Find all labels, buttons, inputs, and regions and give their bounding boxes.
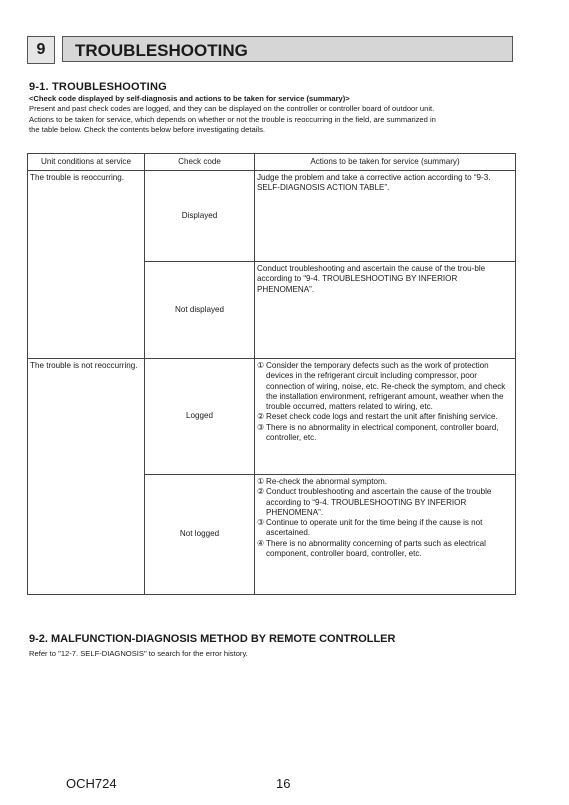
- action-text: There is no abnormality in electrical component, controller board, controller, etc.: [266, 422, 499, 443]
- actions-cell: [255, 359, 516, 475]
- page-number: 16: [276, 776, 291, 791]
- check-code-cell: Not displayed: [145, 262, 255, 359]
- list-item: [257, 412, 513, 422]
- list-item: [257, 487, 513, 518]
- section2-title: 9-2. MALFUNCTION-DIAGNOSIS METHOD BY REMOTE CONTROLLER: [29, 633, 396, 645]
- header-actions: Actions to be taken for service (summary): [255, 154, 516, 171]
- check-code-cell: Logged: [145, 359, 255, 475]
- chapter-number: 9: [27, 36, 55, 64]
- list-item: [257, 518, 513, 539]
- action-text: Reset check code logs and restart the unit after finishing service.: [266, 412, 498, 422]
- item-number: ①: [257, 361, 265, 370]
- document-code: OCH724: [66, 776, 117, 791]
- check-code-cell: Displayed: [145, 171, 255, 262]
- intro-line: Actions to be taken for service, which depends on whether or not the trouble is reoccurring in the field, are summarized in: [29, 114, 436, 124]
- section-intro: [29, 104, 514, 136]
- item-number: ③: [257, 518, 265, 528]
- intro-line: the table below. Check the contents below before investigating details.: [29, 125, 265, 135]
- section2-text: Refer to "12-7. SELF-DIAGNOSIS" to search for the error history.: [29, 649, 248, 658]
- action-text: Conduct troubleshooting and ascertain the cause of the trouble according to “9-4. TROUBLESHOOTING BY INFERIOR PHENOMENA”.: [266, 487, 492, 517]
- item-number: ①: [257, 477, 265, 486]
- action-text: There is no abnormality concerning of parts such as electrical component, controller board, controller, etc.: [266, 538, 486, 559]
- item-number: ④: [257, 538, 265, 548]
- list-item: [257, 539, 513, 560]
- action-text: Re-check the abnormal symptom.: [266, 477, 388, 486]
- item-number: ②: [257, 412, 265, 422]
- header-check-code: Check code: [145, 154, 255, 171]
- table-header-row: [28, 154, 516, 171]
- actions-cell: [255, 475, 516, 595]
- actions-cell: [255, 262, 516, 359]
- list-item: [257, 361, 513, 412]
- actions-cell: [255, 171, 516, 262]
- action-list: [257, 477, 513, 559]
- table-row: [28, 359, 516, 475]
- action-text: Consider the temporary defects such as the work of protection devices in the refrigerant circuit including compressor, poor connection of wiring, noise, etc. Re-check the symptom, and check the installation environment, refrigerant amount, weather when the trouble occurred, matters related to wiring, etc.: [266, 361, 506, 412]
- list-item: [257, 477, 513, 487]
- action-text: Continue to operate unit for the time being if the cause is not ascertained.: [266, 518, 483, 538]
- section-subtitle: <Check code displayed by self-diagnosis and actions to be taken for service (summary)>: [29, 94, 350, 103]
- section-title: 9-1. TROUBLESHOOTING: [29, 81, 167, 93]
- condition-cell: The trouble is not reoccurring.: [28, 359, 145, 595]
- intro-line: Present and past check codes are logged, and they can be displayed on the controller or controller board of outdoor unit.: [29, 104, 435, 113]
- condition-cell: The trouble is reoccurring.: [28, 171, 145, 359]
- table-row: [28, 171, 516, 262]
- list-item: [257, 423, 513, 444]
- action-list: [257, 361, 513, 443]
- item-number: ②: [257, 487, 265, 497]
- item-number: ③: [257, 422, 265, 432]
- action-text: Conduct troubleshooting and ascertain the cause of the trou-ble according to “9-4. TROUBLESHOOTING BY INFERIOR PHENOMENA”.: [257, 264, 486, 294]
- header-unit-conditions: Unit conditions at service: [28, 154, 145, 171]
- troubleshooting-table: [27, 153, 516, 595]
- chapter-title: TROUBLESHOOTING: [62, 36, 513, 62]
- check-code-cell: Not logged: [145, 475, 255, 595]
- action-text: Judge the problem and take a corrective action according to “9-3. SELF-DIAGNOSIS ACTION TABLE”.: [257, 173, 491, 193]
